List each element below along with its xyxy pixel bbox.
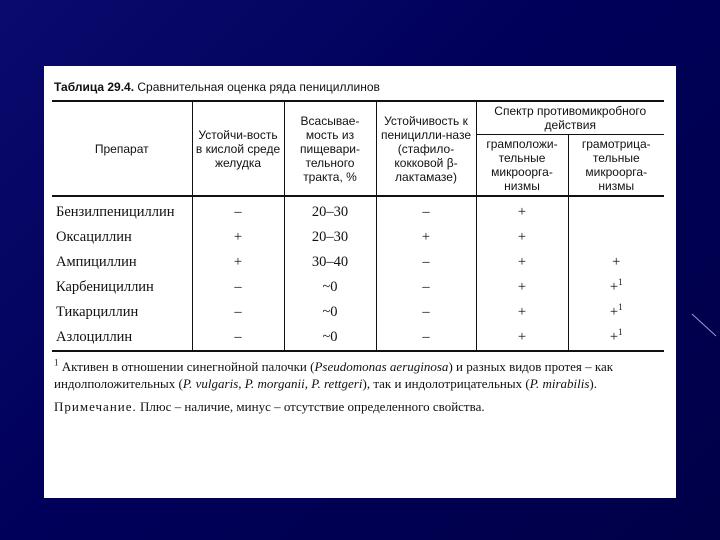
penicillinase-cell: – — [376, 250, 476, 275]
penicillinase-cell: – — [376, 325, 476, 351]
table-document — [44, 66, 676, 498]
gram-positive-cell: + — [476, 300, 568, 325]
table-title: Сравнительная оценка ряда пенициллинов — [137, 80, 380, 94]
footnote-ref: 1 — [618, 302, 623, 313]
absorption-cell: ~0 — [284, 300, 376, 325]
drug-name: Тикарциллин — [56, 304, 139, 320]
footnote-species: Pseudomonas aeruginosa — [314, 359, 449, 374]
header-absorption: Всасывае-мость из пищевари-тельного тракта, % — [284, 101, 376, 196]
table-number: Таблица 29.4. — [54, 80, 135, 94]
table-row — [52, 325, 664, 351]
decorative-line — [688, 300, 718, 340]
footnote-text: ) и разных видов протея – как индолположительных ( — [54, 359, 614, 391]
absorption-cell: 20–30 — [284, 225, 376, 250]
acid-stability-cell: + — [192, 225, 284, 250]
gram-negative-cell: +$^1$ — [568, 325, 664, 351]
drug-name: Ампициллин — [56, 254, 137, 270]
gram-positive-cell: + — [476, 196, 568, 225]
acid-stability-cell: – — [192, 325, 284, 351]
note-label: Примечание. — [54, 399, 137, 414]
footnote-ref: 1 — [618, 277, 623, 288]
table-note — [54, 398, 666, 415]
drug-name: Оксациллин — [56, 229, 132, 245]
gram-positive-cell: + — [476, 250, 568, 275]
footnote-ref: 1 — [618, 327, 623, 338]
absorption-cell: 30–40 — [284, 250, 376, 275]
header-gram-positive: грамположи-тельные микроорга-низмы — [476, 135, 568, 197]
footnote — [54, 358, 666, 392]
penicillinase-cell: + — [376, 225, 476, 250]
acid-stability-cell: – — [192, 196, 284, 225]
header-gram-negative: грамотрица-тельные микроорга-низмы — [568, 135, 664, 197]
drug-name: Карбенициллин — [56, 279, 154, 295]
drug-name: Бензилпенициллин — [56, 204, 175, 220]
gram-negative-cell: + — [568, 250, 664, 275]
gram-negative-cell: +$^1$ — [568, 275, 664, 300]
table-row — [52, 225, 664, 250]
penicillinase-cell: – — [376, 275, 476, 300]
header-penicillinase: Устойчивость к пеницилли-назе (стафило-кокковой β-лактамазе) — [376, 101, 476, 196]
gram-negative-cell — [568, 196, 664, 225]
absorption-cell: ~0 — [284, 275, 376, 300]
footnote-text: Активен в отношении синегнойной палочки ( — [61, 359, 315, 374]
footnote-text: ), так и индолотрицательных ( — [362, 376, 530, 391]
table-row — [52, 196, 664, 225]
absorption-cell: ~0 — [284, 325, 376, 351]
gram-negative-cell — [568, 225, 664, 250]
penicillin-table — [52, 100, 664, 352]
footnote-text: ). — [589, 376, 598, 391]
gram-positive-cell: + — [476, 325, 568, 351]
table-caption — [54, 80, 668, 94]
gram-positive-cell: + — [476, 225, 568, 250]
table-row — [52, 250, 664, 275]
gram-positive-cell: + — [476, 275, 568, 300]
footnote-marker: 1 — [54, 357, 59, 368]
header-spectrum: Спектр противомикробного действия — [476, 101, 664, 135]
acid-stability-cell: – — [192, 275, 284, 300]
gram-negative-cell: +$^1$ — [568, 300, 664, 325]
table-row — [52, 275, 664, 300]
header-acid-stability: Устойчи-вость в кислой среде желудка — [192, 101, 284, 196]
acid-stability-cell: – — [192, 300, 284, 325]
penicillinase-cell: – — [376, 300, 476, 325]
header-drug: Препарат — [52, 101, 192, 196]
absorption-cell: 20–30 — [284, 196, 376, 225]
footnote-species: P. vulgaris, P. morganii, P. rettgeri — [182, 376, 363, 391]
penicillinase-cell: – — [376, 196, 476, 225]
acid-stability-cell: + — [192, 250, 284, 275]
note-text: Плюс – наличие, минус – отсутствие определенного свойства. — [140, 399, 485, 414]
table-row — [52, 300, 664, 325]
drug-name: Азлоциллин — [52, 325, 192, 351]
footnote-species: P. mirabilis — [529, 376, 590, 391]
